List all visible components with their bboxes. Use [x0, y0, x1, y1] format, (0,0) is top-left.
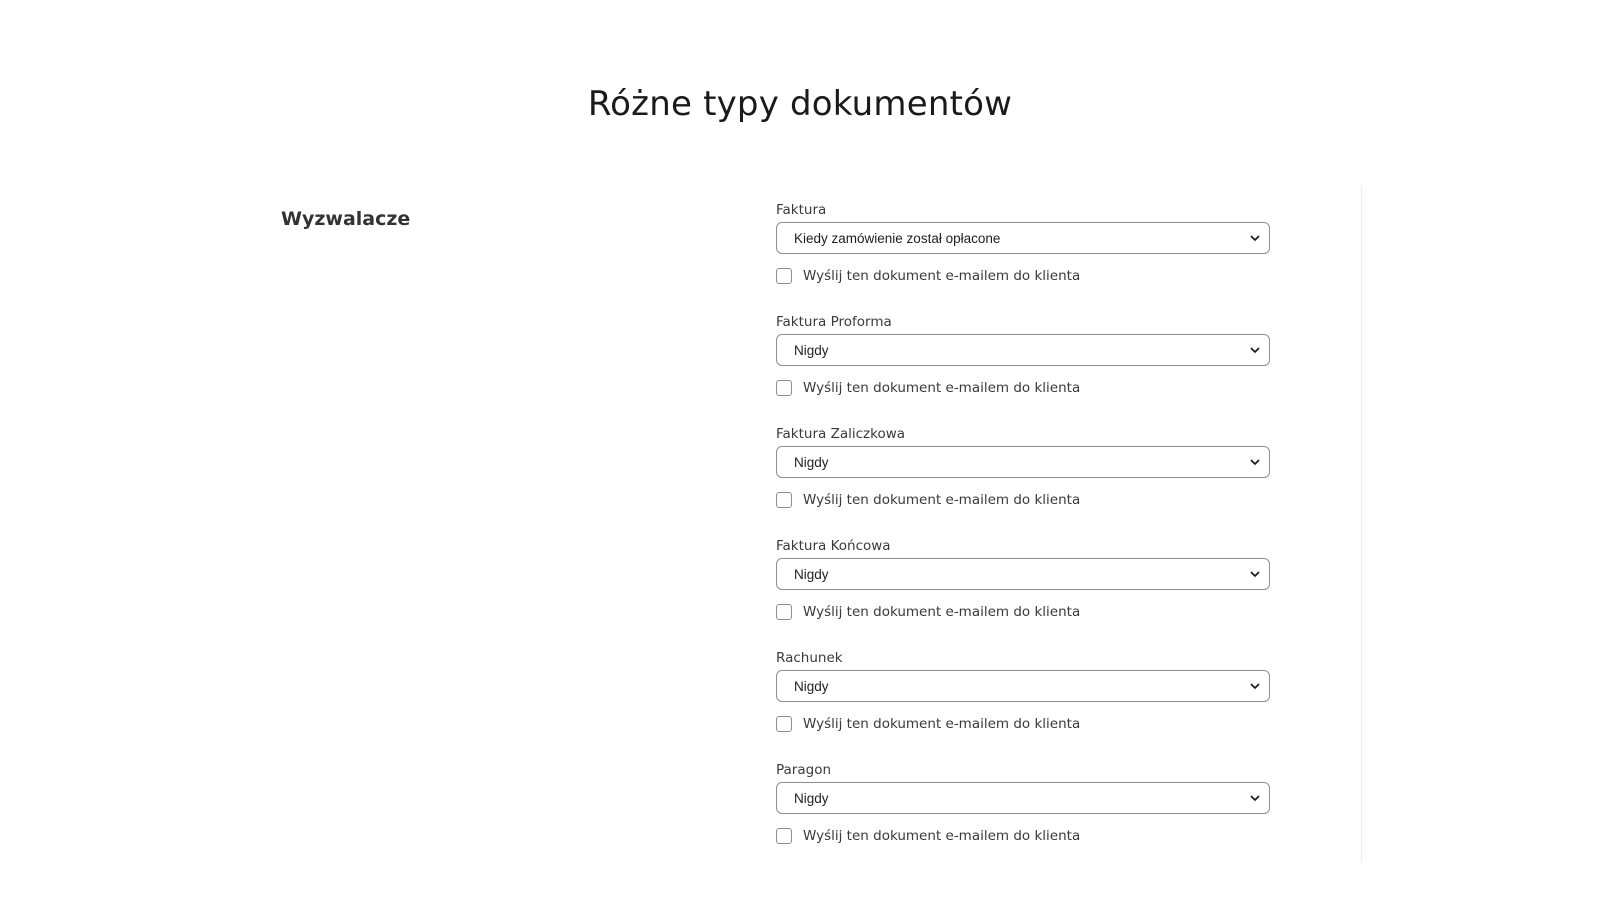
- chevron-down-icon: [1250, 569, 1260, 579]
- email-checkbox[interactable]: [776, 492, 792, 508]
- trigger-select-rachunek[interactable]: [776, 670, 1270, 702]
- column-divider: [1361, 186, 1362, 862]
- field-label: Paragon: [776, 762, 832, 778]
- select-value: Nigdy: [794, 679, 829, 694]
- email-checkbox-label: Wyślij ten dokument e-mailem do klienta: [803, 380, 1081, 396]
- field-label: Faktura Proforma: [776, 314, 892, 330]
- email-checkbox-label: Wyślij ten dokument e-mailem do klienta: [803, 828, 1081, 844]
- field-faktura-zaliczkowa: [776, 424, 1272, 536]
- field-rachunek: [776, 648, 1272, 760]
- email-checkbox[interactable]: [776, 828, 792, 844]
- chevron-down-icon: [1250, 457, 1260, 467]
- chevron-down-icon: [1250, 793, 1260, 803]
- section-heading-triggers: Wyzwalacze: [281, 208, 411, 230]
- field-faktura-koncowa: [776, 536, 1272, 648]
- trigger-select-faktura-proforma[interactable]: [776, 334, 1270, 366]
- email-checkbox[interactable]: [776, 268, 792, 284]
- field-faktura: [776, 200, 1272, 312]
- trigger-select-faktura-koncowa[interactable]: [776, 558, 1270, 590]
- field-label: Faktura Zaliczkowa: [776, 426, 906, 442]
- email-checkbox[interactable]: [776, 380, 792, 396]
- email-checkbox-label: Wyślij ten dokument e-mailem do klienta: [803, 716, 1081, 732]
- field-label: Faktura Końcowa: [776, 538, 891, 554]
- chevron-down-icon: [1250, 681, 1260, 691]
- field-faktura-proforma: [776, 312, 1272, 424]
- field-label: Rachunek: [776, 650, 843, 666]
- select-value: Nigdy: [794, 343, 829, 358]
- triggers-form: [776, 200, 1272, 872]
- field-label: Faktura: [776, 202, 827, 218]
- email-checkbox[interactable]: [776, 604, 792, 620]
- email-checkbox-label: Wyślij ten dokument e-mailem do klienta: [803, 604, 1081, 620]
- email-checkbox[interactable]: [776, 716, 792, 732]
- email-checkbox-label: Wyślij ten dokument e-mailem do klienta: [803, 268, 1081, 284]
- chevron-down-icon: [1250, 345, 1260, 355]
- select-value: Nigdy: [794, 567, 829, 582]
- trigger-select-faktura[interactable]: [776, 222, 1270, 254]
- field-paragon: [776, 760, 1272, 872]
- chevron-down-icon: [1250, 233, 1260, 243]
- select-value: Nigdy: [794, 455, 829, 470]
- select-value: Nigdy: [794, 791, 829, 806]
- email-checkbox-label: Wyślij ten dokument e-mailem do klienta: [803, 492, 1081, 508]
- trigger-select-faktura-zaliczkowa[interactable]: [776, 446, 1270, 478]
- select-value: Kiedy zamówienie został opłacone: [794, 231, 1001, 246]
- trigger-select-paragon[interactable]: [776, 782, 1270, 814]
- page-title: Różne typy dokumentów: [587, 84, 1013, 124]
